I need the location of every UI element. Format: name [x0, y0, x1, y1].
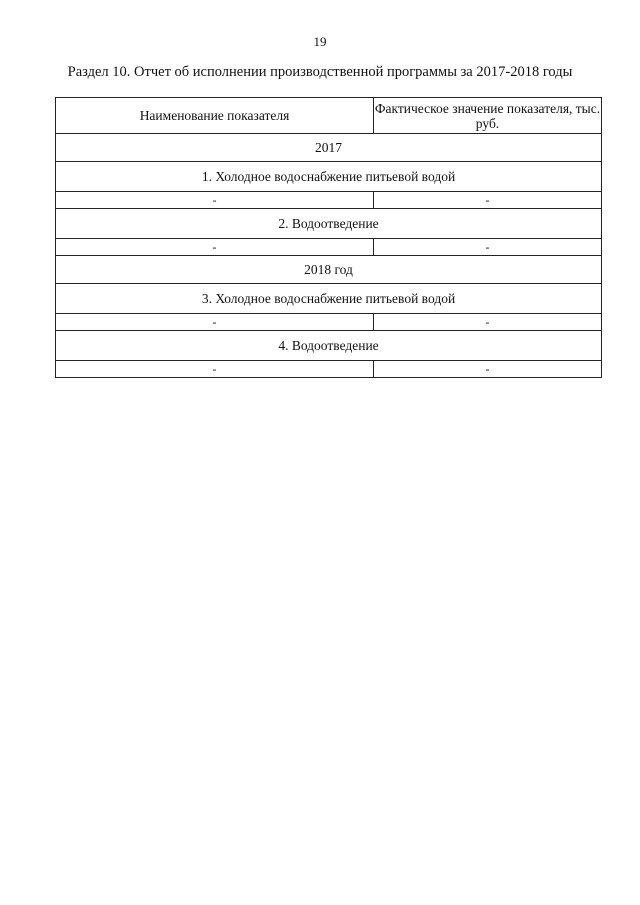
group-row — [56, 331, 602, 361]
value-cell: - — [374, 314, 602, 331]
group-title: 4. Водоотведение — [56, 331, 602, 361]
table-row — [56, 239, 602, 256]
indicator-cell: - — [56, 314, 374, 331]
year-label: 2018 год — [56, 256, 602, 284]
header-indicator: Наименование показателя — [56, 98, 374, 134]
value-cell: - — [374, 192, 602, 209]
group-row — [56, 162, 602, 192]
page-number: 19 — [313, 34, 327, 49]
table-row — [56, 192, 602, 209]
group-title: 3. Холодное водоснабжение питьевой водой — [56, 284, 602, 314]
section-title: Раздел 10. Отчет об исполнении производственной программы за 2017-2018 годы — [67, 64, 573, 80]
group-title: 2. Водоотведение — [56, 209, 602, 239]
indicator-cell: - — [56, 361, 374, 378]
group-row — [56, 284, 602, 314]
value-cell: - — [374, 361, 602, 378]
group-title: 1. Холодное водоснабжение питьевой водой — [56, 162, 602, 192]
year-row — [56, 256, 602, 284]
indicator-cell: - — [56, 192, 374, 209]
header-value: Фактическое значение показателя, тыс. руб. — [374, 98, 602, 134]
value-cell: - — [374, 239, 602, 256]
table-row — [56, 314, 602, 331]
report-table — [55, 97, 602, 378]
year-row — [56, 134, 602, 162]
year-label: 2017 — [56, 134, 602, 162]
table-header-row — [56, 98, 602, 134]
group-row — [56, 209, 602, 239]
table-row — [56, 361, 602, 378]
indicator-cell: - — [56, 239, 374, 256]
